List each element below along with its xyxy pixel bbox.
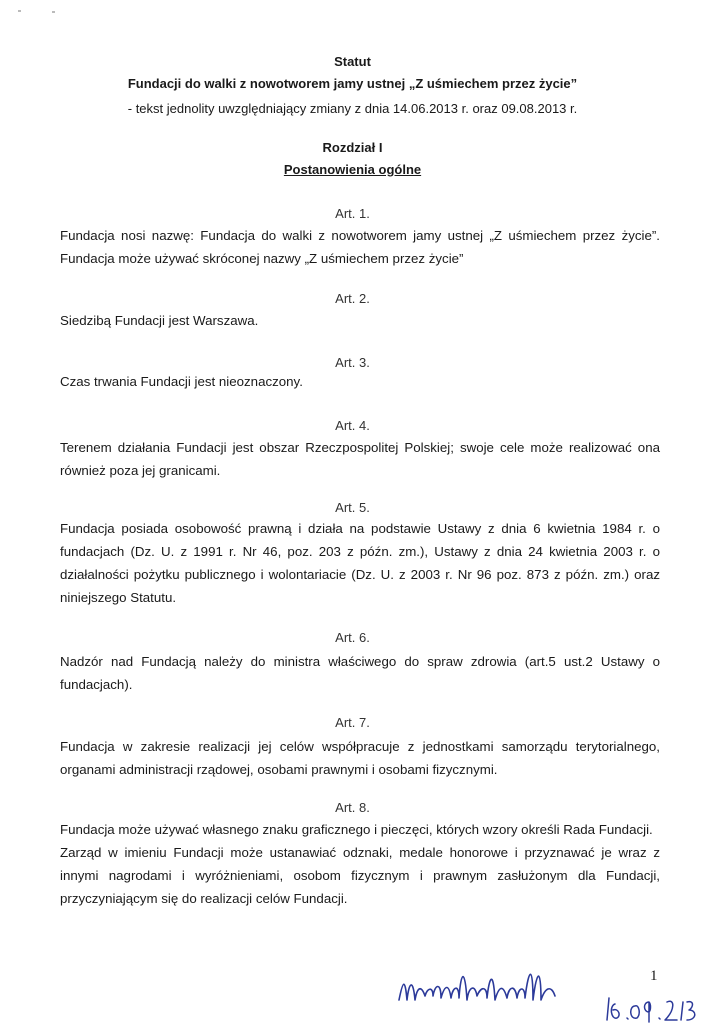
handwritten-date [605,992,700,1024]
article-heading: Art. 3. [335,355,370,370]
article-paragraph: Fundacja posiada osobowość prawną i działa na podstawie Ustawy z dnia 6 kwietnia 1984 r. o fundacjach (Dz. U. z 1991 r. Nr 46, poz. 203 z późn. zm.), Ustawy z dnia 24 kwietnia 2003 r. o działalności pożytku publicznego i wolontariacie (Dz. U. z 2003 r. Nr 96 poz. 873 z późn. zm.) oraz niniejszego Statutu. [60,521,660,605]
article-heading: Art. 8. [335,800,370,815]
article-body [60,309,660,332]
article-body [60,650,660,696]
article-body [60,735,660,781]
article-paragraph: Fundacja może używać własnego znaku graficznego i pieczęci, których wzory określi Rada Fundacji. [60,822,653,837]
article-body [60,517,660,609]
chapter-heading: Rozdział I [322,140,383,155]
article-heading: Art. 5. [335,500,370,515]
handwritten-signature [395,960,605,1020]
article-paragraph: Nadzór nad Fundacją należy do ministra właściwego do spraw zdrowia (art.5 ust.2 Ustawy o fundacjach). [60,654,660,692]
article-heading: Art. 2. [335,291,370,306]
article-paragraph: Fundacja w zakresie realizacji jej celów współpracuje z jednostkami samorządu terytorialnego, organami administracji rządowej, osobami prawnymi i osobami fizycznymi. [60,739,660,777]
article-body [60,370,660,393]
article-paragraph: Terenem działania Fundacji jest obszar Rzeczpospolitej Polskiej; swoje cele może realizować ona również poza jej granicami. [60,440,660,478]
article-paragraph: Czas trwania Fundacji jest nieoznaczony. [60,374,303,389]
page-number: 1 [650,968,658,984]
article-heading: Art. 1. [335,206,370,221]
article-paragraph: Siedzibą Fundacji jest Warszawa. [60,313,259,328]
scan-speck [18,10,21,12]
article-heading: Art. 4. [335,418,370,433]
article-body [60,818,660,910]
article-body [60,436,660,482]
article-heading: Art. 7. [335,715,370,730]
article-body [60,224,660,270]
chapter-title: Postanowienia ogólne [283,162,422,177]
article-heading: Art. 6. [335,630,370,645]
article-paragraph: Fundacja nosi nazwę: Fundacja do walki z nowotworem jamy ustnej „Z uśmiechem przez życie”. Fundacja może używać skróconej nazwy „Z uśmiechem przez życie” [60,228,660,266]
article-paragraph: Zarząd w imieniu Fundacji może ustanawiać odznaki, medale honorowe i przyznawać je wraz z innymi nagrodami i wyróżnieniami, osobom fizycznym i prawnym zasłużonym dla Fundacji, przyczyniającym się do realizacji celów Fundacji. [60,845,660,906]
document-title: Statut [334,54,371,69]
document-subtitle: Fundacji do walki z nowotworem jamy ustnej „Z uśmiechem przez życie” [127,76,578,91]
scan-speck [52,11,55,13]
document-amendment-note: - tekst jednolity uwzględniający zmiany z dnia 14.06.2013 r. oraz 09.08.2013 r. [127,101,578,116]
